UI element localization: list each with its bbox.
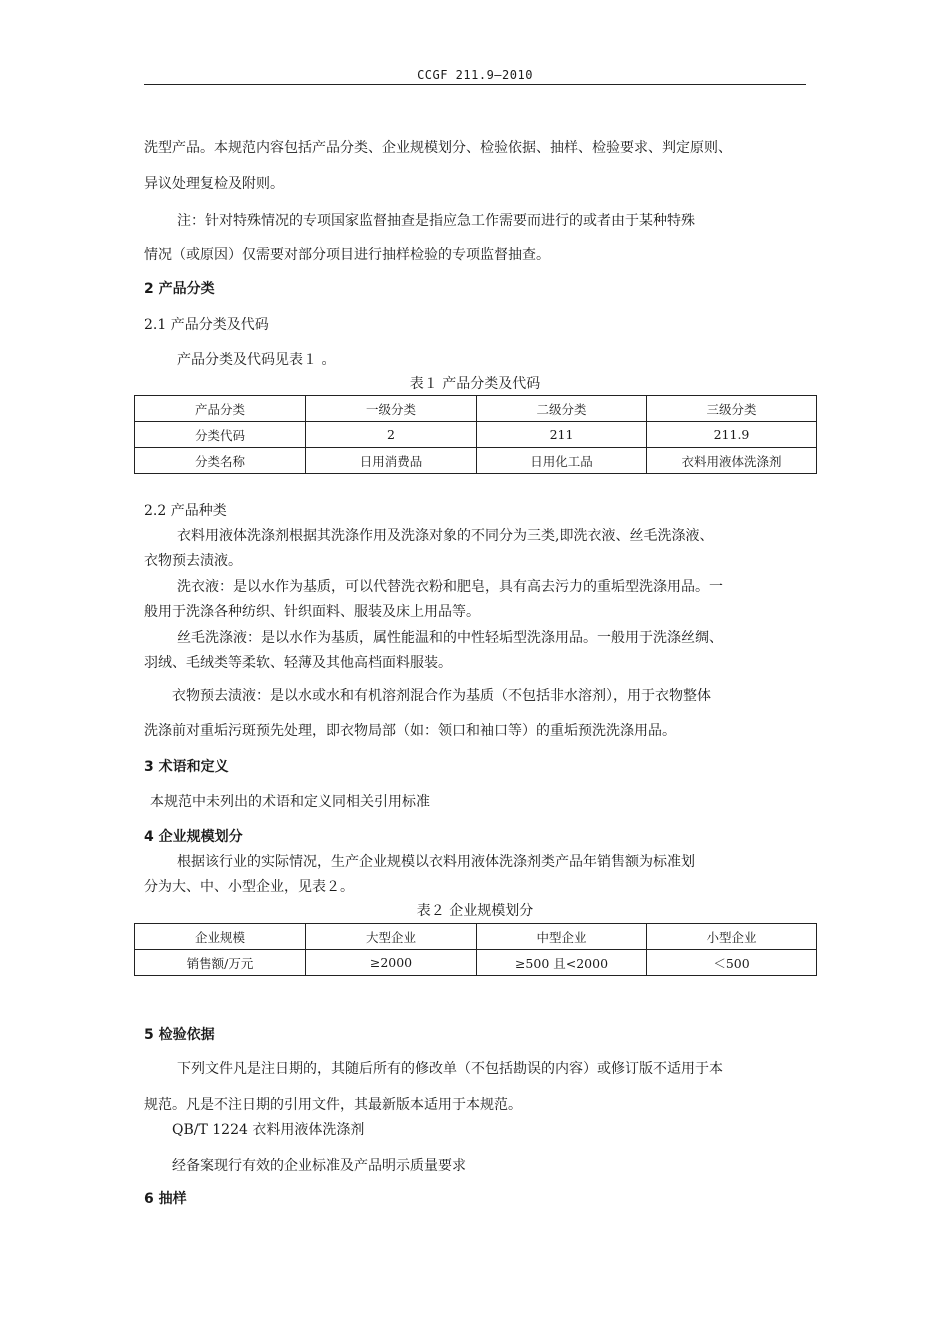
table-1-caption: 表１ 产品分类及代码 bbox=[409, 376, 541, 392]
table-1-cell: 2 bbox=[306, 422, 477, 448]
table-1-cell: 二级分类 bbox=[477, 396, 647, 422]
table-2-cell: 中型企业 bbox=[477, 924, 647, 950]
section-3-title: 3 术语和定义 bbox=[144, 759, 229, 775]
para-silk-line-1: 丝毛洗涤液：是以水作为基质，属性能温和的中性轻垢型洗涤用品。一般用于洗涤丝绸、 bbox=[177, 630, 723, 646]
table-1-cell: 211.9 bbox=[647, 422, 817, 448]
section-6-title: 6 抽样 bbox=[144, 1191, 187, 1207]
para-laundry-line-2: 般用于洗涤各种纺织、针织面料、服装及床上用品等。 bbox=[144, 604, 480, 620]
para-silk-line-2: 羽绒、毛绒类等柔软、轻薄及其他高档面料服装。 bbox=[144, 655, 452, 671]
para-basis-line-1: 下列文件凡是注日期的，其随后所有的修改单（不包括勘误的内容）或修订版不适用于本 bbox=[177, 1061, 723, 1077]
table-1-cell: 分类代码 bbox=[135, 422, 306, 448]
table-1-cell: 三级分类 bbox=[647, 396, 817, 422]
table-2-cell: 大型企业 bbox=[306, 924, 477, 950]
section-2-1-title: 2.1 产品分类及代码 bbox=[144, 317, 269, 333]
table-1-row bbox=[135, 448, 817, 474]
table-1-cell: 日用消费品 bbox=[306, 448, 477, 474]
intro-line-1: 洗型产品。本规范内容包括产品分类、企业规模划分、检验依据、抽样、检验要求、判定原则、 bbox=[144, 140, 732, 156]
para-types-line-1: 衣料用液体洗涤剂根据其洗涤作用及洗涤对象的不同分为三类,即洗衣液、丝毛洗涤液、 bbox=[177, 528, 714, 544]
para-prespot-line-1: 衣物预去渍液：是以水或水和有机溶剂混合作为基质（不包括非水溶剂），用于衣物整体 bbox=[172, 688, 711, 704]
note-line-2: 情况（或原因）仅需要对部分项目进行抽样检验的专项监督抽查。 bbox=[144, 247, 550, 263]
reference-2: 经备案现行有效的企业标准及产品明示质量要求 bbox=[172, 1158, 466, 1174]
para-scale-line-1: 根据该行业的实际情况，生产企业规模以衣料用液体洗涤剂类产品年销售额为标准划 bbox=[177, 854, 695, 870]
para-prespot-line-2: 洗涤前对重垢污斑预先处理，即衣物局部（如：领口和袖口等）的重垢预洗洗涤用品。 bbox=[144, 723, 676, 739]
section-2-1-text: 产品分类及代码见表１ 。 bbox=[177, 352, 336, 368]
table-1-row bbox=[135, 396, 817, 422]
table-1-row bbox=[135, 422, 817, 448]
intro-line-2: 异议处理复检及附则。 bbox=[144, 176, 284, 192]
section-5-title: 5 检验依据 bbox=[144, 1027, 215, 1043]
section-3-text: 本规范中未列出的术语和定义同相关引用标准 bbox=[150, 794, 430, 810]
para-scale-line-2: 分为大、中、小型企业，见表２。 bbox=[144, 879, 354, 895]
table-1-cell: 衣料用液体洗涤剂 bbox=[647, 448, 817, 474]
table-1-cell: 日用化工品 bbox=[477, 448, 647, 474]
section-4-title: 4 企业规模划分 bbox=[144, 829, 243, 845]
para-basis-line-2: 规范。凡是不注日期的引用文件，其最新版本适用于本规范。 bbox=[144, 1097, 522, 1113]
note-line-1: 注：针对特殊情况的专项国家监督抽查是指应急工作需要而进行的或者由于某种特殊 bbox=[177, 213, 695, 229]
table-2-cell: 小型企业 bbox=[647, 924, 817, 950]
table-2-cell: ≥2000 bbox=[306, 950, 477, 976]
para-laundry-line-1: 洗衣液：是以水作为基质，可以代替洗衣粉和肥皂，具有高去污力的重垢型洗涤用品。一 bbox=[177, 579, 723, 595]
table-1 bbox=[134, 395, 817, 474]
table-1-cell: 一级分类 bbox=[306, 396, 477, 422]
reference-1: QB/T 1224 衣料用液体洗涤剂 bbox=[172, 1122, 365, 1138]
table-1-cell: 分类名称 bbox=[135, 448, 306, 474]
table-2-cell: ＜500 bbox=[647, 950, 817, 976]
table-2-cell: 销售额/万元 bbox=[135, 950, 306, 976]
table-1-cell: 211 bbox=[477, 422, 647, 448]
table-2-row bbox=[135, 924, 817, 950]
running-header: CCGF 211.9—2010 bbox=[417, 68, 533, 82]
table-2 bbox=[134, 923, 817, 976]
section-2-title: 2 产品分类 bbox=[144, 281, 215, 297]
header-rule bbox=[144, 84, 806, 85]
table-2-cell: 企业规模 bbox=[135, 924, 306, 950]
table-1-cell: 产品分类 bbox=[135, 396, 306, 422]
para-types-line-2: 衣物预去渍液。 bbox=[144, 553, 242, 569]
table-2-cell: ≥500 且<2000 bbox=[477, 950, 647, 976]
table-2-row bbox=[135, 950, 817, 976]
table-2-caption: 表２ 企业规模划分 bbox=[416, 903, 534, 919]
section-2-2-title: 2.2 产品种类 bbox=[144, 503, 227, 519]
